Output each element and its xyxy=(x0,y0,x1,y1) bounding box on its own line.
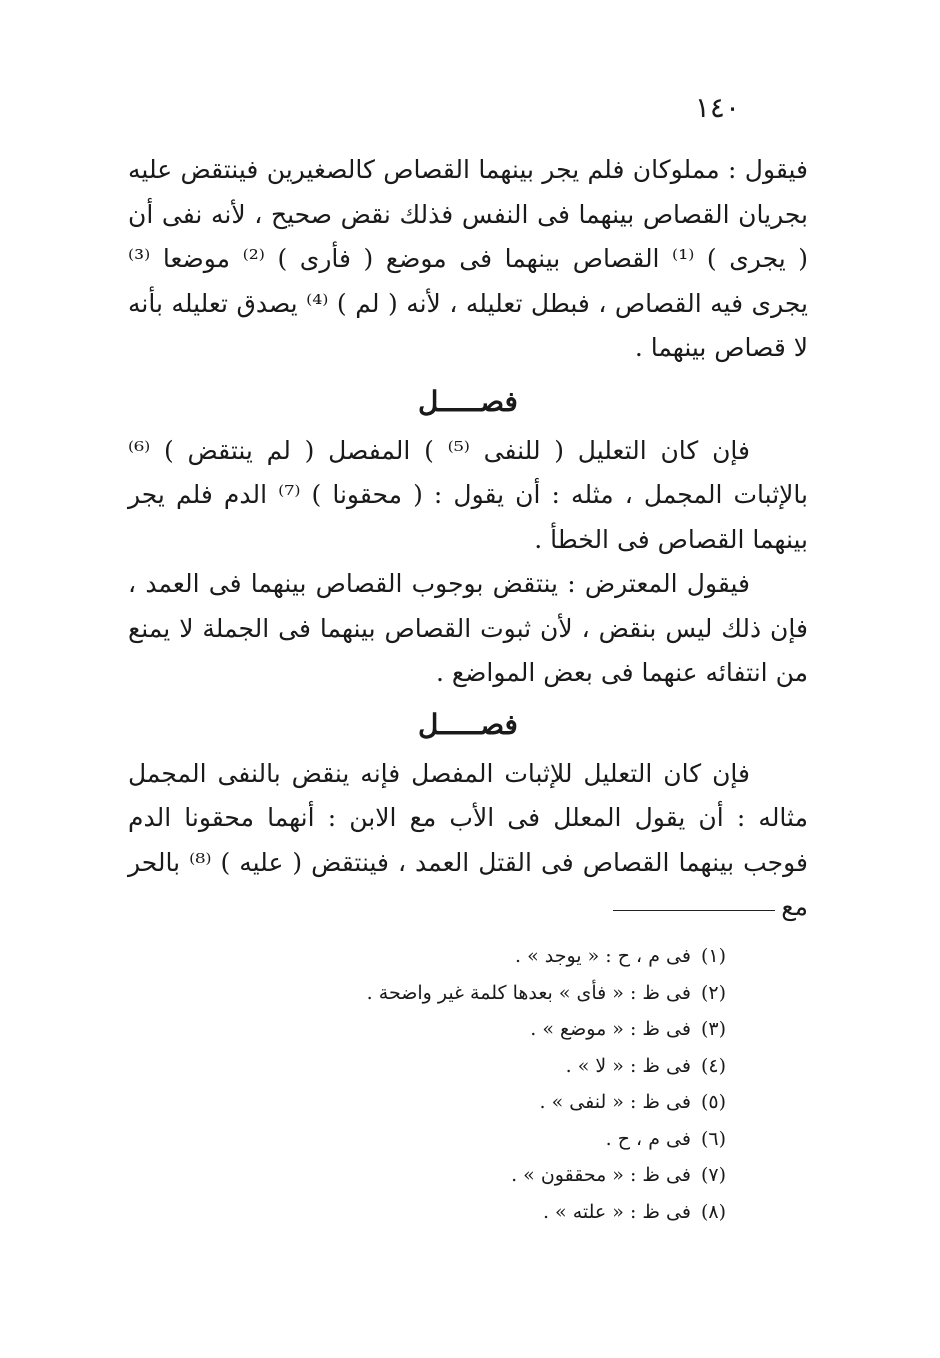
section-heading: فصـــــل xyxy=(418,384,518,418)
footnote-text: فى ظ : « لنفى » . xyxy=(539,1091,691,1113)
paragraph: فإن كان التعليل ( للنفى ⁽⁵⁾ ) المفصل ( لم ينتقض ) ⁽⁶⁾ بالإثبات المجمل ، مثله : أن يقول : ( محقونا ) ⁽⁷⁾ الدم فلم يجر بينهما القصاص فى الخطأ . xyxy=(128,435,808,554)
footnote-number: (٧) xyxy=(700,1164,726,1186)
footnote-number: (٥) xyxy=(700,1091,726,1113)
footnote xyxy=(206,1157,726,1194)
footnotes-list xyxy=(206,938,726,1230)
section-heading: فصـــــل xyxy=(418,707,518,741)
footnote xyxy=(206,1048,726,1085)
footnote-text: فى ظ : « محققون » . xyxy=(511,1164,691,1186)
paragraph: فيقول : مملوكان فلم يجر بينهما القصاص كالصغيرين فينتقض عليه بجريان القصاص بينهما فى النفس فذلك نقض صحيح ، لأنه نفى أن ( يجرى ) ⁽¹⁾ القصاص بينهما فى موضع ( فأرى ) ⁽²⁾ موضعا ⁽³⁾ يجرى فيه القصاص ، فبطل تعليله ، لأنه ( لم ) ⁽⁴⁾ يصدق تعليله بأنه لا قصاص بينهما . xyxy=(128,155,809,362)
footnote xyxy=(206,1194,726,1231)
footnote-number: (٦) xyxy=(700,1127,726,1150)
footnote-separator xyxy=(613,910,775,911)
page-number: ١٤٠ xyxy=(694,91,740,124)
paragraph: فإن كان التعليل للإثبات المفصل فإنه ينقض بالنفى المجمل مثاله : أن يقول المعلل فى الأب مع الابن : أنهما محقونا الدم فوجب بينهما القصاص فى القتل العمد ، فينتقض ( عليه ) ⁽⁸⁾ بالحر مع xyxy=(128,758,808,921)
footnote-number: (٣) xyxy=(700,1018,726,1040)
footnote xyxy=(206,1011,726,1048)
paragraph: فيقول المعترض : ينتقض بوجوب القصاص بينهما فى العمد ، فإن ذلك ليس بنقض ، لأن ثبوت القصاص بينهما فى الجملة لا يمنع من انتفائه عنهما فى بعض المواضع . xyxy=(128,569,808,687)
footnote-number: (١) xyxy=(700,945,726,967)
footnote-text: فى م ، ح . xyxy=(605,1127,691,1150)
footnote-number: (٨) xyxy=(700,1200,726,1223)
footnote-text: فى ظ : « موضع » . xyxy=(530,1018,691,1040)
footnote-text: فى ظ : « لا » . xyxy=(565,1054,691,1077)
footnote xyxy=(206,1084,726,1121)
footnote xyxy=(206,938,726,975)
footnote-text: فى ظ : « فأى » بعدها كلمة غير واضحة . xyxy=(366,981,691,1004)
footnote xyxy=(206,975,726,1012)
main-text xyxy=(128,148,808,930)
footnote-number: (٢) xyxy=(700,981,726,1004)
footnote-text: فى ظ : « علته » . xyxy=(542,1200,691,1223)
footnote-number: (٤) xyxy=(700,1054,726,1077)
footnote xyxy=(206,1121,726,1158)
footnote-text: فى م ، ح : « يوجد » . xyxy=(515,945,691,967)
